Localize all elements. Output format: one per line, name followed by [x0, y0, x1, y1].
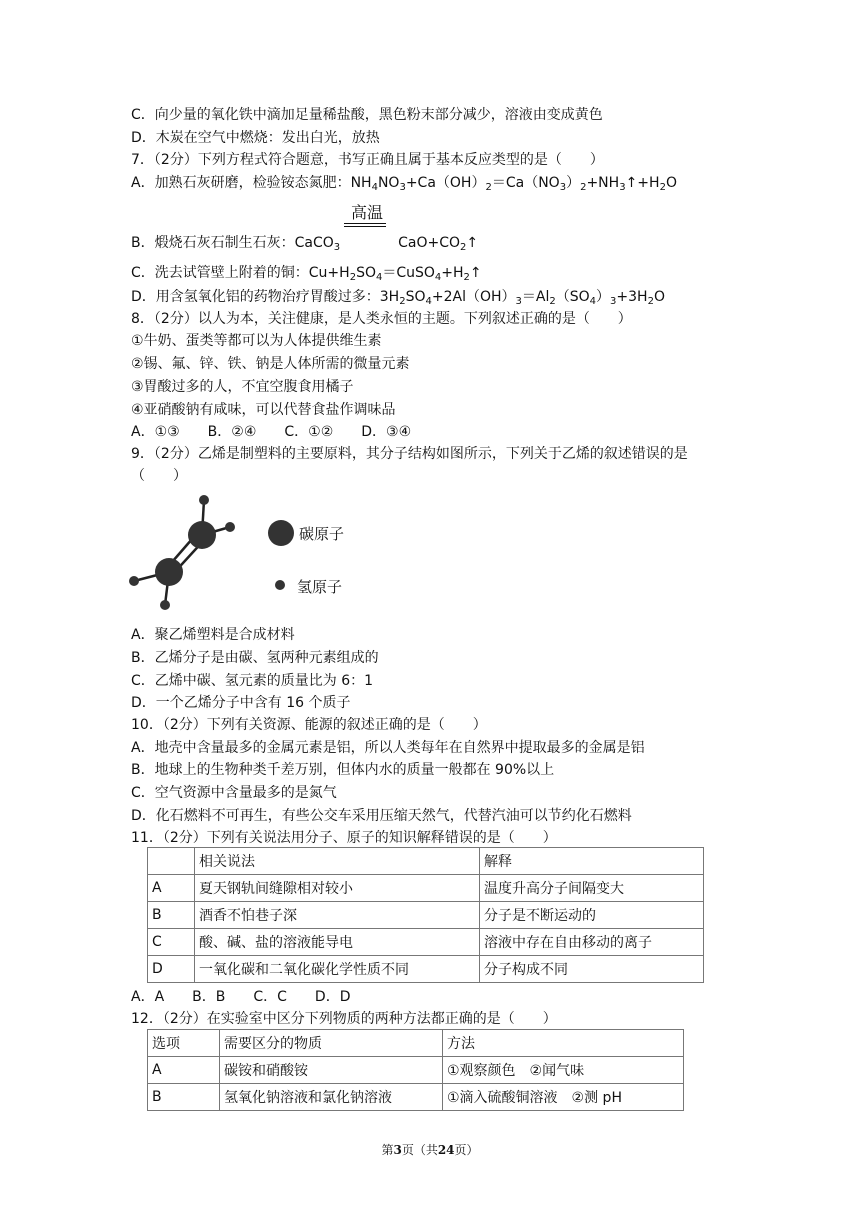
q8-statement-1: ①牛奶、蛋类等都可以为人体提供维生素: [131, 333, 382, 349]
table-cell: 温度升高分子间隔变大: [480, 875, 704, 902]
table-cell: 夏天钢轨间缝隙相对较小: [195, 875, 480, 902]
option-d-line: D．木炭在空气中燃烧：发出白光，放热: [131, 130, 380, 146]
q9-option-a: A．聚乙烯塑料是合成材料: [131, 627, 295, 643]
table-cell: 酸、碱、盐的溶液能导电: [195, 929, 480, 956]
legend-hydrogen-symbol: [275, 580, 285, 590]
question-9-paren: （ ）: [131, 468, 187, 484]
q10-option-c: C．空气资源中含量最多的是氮气: [131, 785, 337, 801]
q7-option-c: C．洗去试管壁上附着的铜：$Cu+H_2SO_4=CuSO_4+H_2↑$: [131, 265, 482, 283]
legend-symbols: [266, 519, 296, 599]
hydrogen-atom: [160, 600, 170, 610]
table-row: [148, 1057, 684, 1084]
table-cell: B: [148, 902, 195, 929]
table-cell: 溶液中存在自由移动的离子: [480, 929, 704, 956]
table-cell: 需要区分的物质: [220, 1030, 443, 1057]
question-12: 12．（2分）在实验室中区分下列物质的两种方法都正确的是（ ）: [131, 1011, 557, 1027]
ethylene-molecule-diagram: [126, 490, 246, 612]
q9-option-b: B．乙烯分子是由碳、氢两种元素组成的: [131, 650, 379, 666]
hydrogen-atom: [199, 495, 209, 505]
q8-statement-4: ④亚硝酸钠有咸味，可以代替食盐作调味品: [131, 402, 396, 418]
condition-line: [344, 226, 386, 227]
hydrogen-atom: [129, 576, 139, 586]
total-pages: 24: [437, 1143, 455, 1157]
legend-carbon-symbol: [268, 520, 294, 546]
q11-options: A．A B．B C．C D．D: [131, 989, 351, 1005]
hydrogen-atom: [225, 522, 235, 532]
q10-option-b: B．地球上的生物种类千差万别，但体内水的质量一般都在 90%以上: [131, 762, 555, 778]
page-footer: 第3页（共24页）: [381, 1143, 479, 1157]
page-number: 3: [393, 1143, 402, 1157]
q9-option-d: D．一个乙烯分子中含有 16 个质子: [131, 695, 351, 711]
option-c-line: C．向少量的氧化铁中滴加足量稀盐酸，黑色粉末部分减少，溶液由变成黄色: [131, 107, 603, 123]
table-row: [148, 902, 704, 929]
table-cell: 解释: [480, 848, 704, 875]
table-cell: 方法: [443, 1030, 684, 1057]
table-cell: 氢氧化钠溶液和氯化钠溶液: [220, 1084, 443, 1111]
legend-carbon-label: 碳原子: [299, 525, 345, 543]
table-row: [148, 1084, 684, 1111]
table-cell: A: [148, 1057, 220, 1084]
reaction-condition: 高温: [351, 203, 384, 222]
carbon-atom: [188, 521, 216, 549]
question-11-table: [147, 847, 704, 983]
question-9: 9．（2分）乙烯是制塑料的主要原料，其分子结构如图所示，下列关于乙烯的叙述错误的是: [131, 446, 688, 462]
q7-option-b: B．煅烧石灰石制生石灰：CaCO$_3$ $CaO+CO_2↑$: [131, 235, 479, 253]
table-cell: ①观察颜色 ②闻气味: [443, 1057, 684, 1084]
q8-options: A．①③ B．②④ C．①② D．③④: [131, 424, 412, 440]
table-header-row: [148, 848, 704, 875]
table-cell: C: [148, 929, 195, 956]
q10-option-d: D．化石燃料不可再生，有些公交车采用压缩天然气，代替汽油可以节约化石燃料: [131, 808, 632, 824]
q8-statement-2: ②锡、氟、锌、铁、钠是人体所需的微量元素: [131, 356, 410, 372]
question-11: 11．（2分）下列有关说法用分子、原子的知识解释错误的是（ ）: [131, 830, 557, 846]
table-cell: 碳铵和硝酸铵: [220, 1057, 443, 1084]
table-cell: 分子是不断运动的: [480, 902, 704, 929]
table-cell: B: [148, 1084, 220, 1111]
table-cell: [148, 848, 195, 875]
q10-option-a: A．地壳中含量最多的金属元素是铝，所以人类每年在自然界中提取最多的金属是铝: [131, 740, 645, 756]
question-12-table: [147, 1029, 684, 1111]
table-cell: A: [148, 875, 195, 902]
legend-hydrogen-label: 氢原子: [297, 578, 343, 596]
table-cell: 分子构成不同: [480, 956, 704, 983]
table-cell: D: [148, 956, 195, 983]
table-header-row: [148, 1030, 684, 1057]
question-10: 10．（2分）下列有关资源、能源的叙述正确的是（ ）: [131, 717, 487, 733]
table-row: [148, 875, 704, 902]
q9-option-c: C．乙烯中碳、氢元素的质量比为 6：1: [131, 673, 374, 689]
q7-option-a: A．加熟石灰研磨，检验铵态氮肥：$NH_4NO_3+Ca(OH)_2=Ca(NO_3)_2+NH_3↑+H_2O$: [131, 175, 677, 193]
table-cell: 一氧化碳和二氧化碳化学性质不同: [195, 956, 480, 983]
carbon-atom: [155, 558, 183, 586]
question-8: 8．（2分）以人为本，关注健康，是人类永恒的主题。下列叙述正确的是（ ）: [131, 311, 632, 327]
q7-option-d: D．用含氢氧化铝的药物治疗胃酸过多：$3H_2SO_4+2Al(OH)_3=Al_2(SO_4)_3+3H_2O$: [131, 289, 665, 307]
question-7: 7．（2分）下列方程式符合题意，书写正确且属于基本反应类型的是（ ）: [131, 152, 604, 168]
table-cell: 酒香不怕巷子深: [195, 902, 480, 929]
table-row: [148, 929, 704, 956]
condition-line: [344, 223, 386, 224]
table-row: [148, 956, 704, 983]
table-cell: 相关说法: [195, 848, 480, 875]
table-cell: 选项: [148, 1030, 220, 1057]
q8-statement-3: ③胃酸过多的人，不宜空腹食用橘子: [131, 379, 354, 395]
table-cell: ①滴入硫酸铜溶液 ②测 pH: [443, 1084, 684, 1111]
